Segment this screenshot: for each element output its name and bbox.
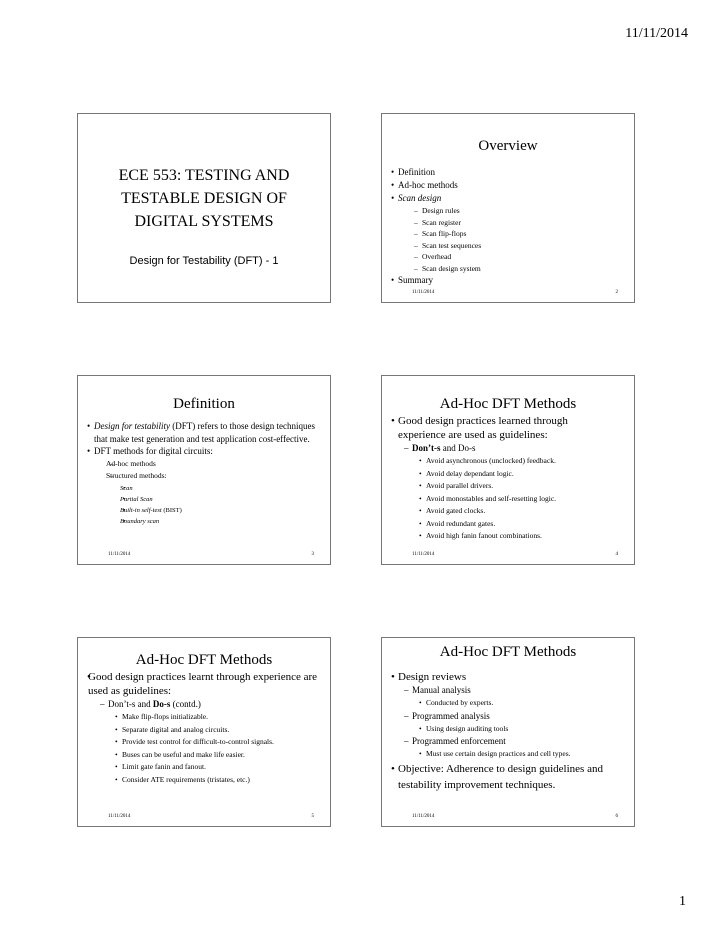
rule-item: • Consider ATE requirements (tristates, etc.) bbox=[78, 774, 330, 787]
rule-item: • Make flip-flops initializable. bbox=[78, 711, 330, 724]
slide-2 bbox=[381, 113, 635, 303]
slide-5 bbox=[77, 637, 331, 827]
rule-item: • Avoid monostables and self-resetting logic. bbox=[382, 493, 634, 506]
sub-bullet-item: – Ad-hoc methods bbox=[78, 458, 330, 471]
rule-item: • Avoid gated clocks. bbox=[382, 505, 634, 518]
bullet-item: • Summary bbox=[382, 274, 634, 287]
sub-sub-bullet-item: • Conducted by experts. bbox=[382, 697, 634, 710]
title-line: TESTABLE DESIGN OF bbox=[121, 190, 287, 207]
bullet-item: • Design reviews bbox=[382, 670, 634, 684]
sub-bullet-item: – Design rules bbox=[382, 205, 634, 217]
dos-label: Do-s bbox=[152, 699, 171, 709]
sub-bullet-item: – Overhead bbox=[382, 251, 634, 263]
slide-number: 3 bbox=[311, 552, 314, 557]
slide-number: 4 bbox=[615, 552, 618, 557]
slide-title: Definition bbox=[173, 396, 235, 412]
slide-4 bbox=[381, 375, 635, 565]
slide-footer-date: 11/11/2014 bbox=[108, 552, 131, 557]
slide-footer-date: 11/11/2014 bbox=[108, 814, 131, 819]
rule-item: • Avoid delay dependant logic. bbox=[382, 468, 634, 481]
sub-bullet-item: – Scan register bbox=[382, 217, 634, 229]
slide-body bbox=[78, 670, 330, 786]
bullet-item: • DFT methods for digital circuits: bbox=[78, 445, 330, 458]
slide-3 bbox=[77, 375, 331, 565]
slide-footer-date: 11/11/2014 bbox=[412, 552, 435, 557]
slide-1-subtitle: Design for Testability (DFT) - 1 bbox=[129, 255, 279, 267]
slide-body bbox=[382, 670, 634, 793]
slide-number: 5 bbox=[311, 814, 314, 819]
rule-item: • Limit gate fanin and fanout. bbox=[78, 761, 330, 774]
bullet-item: • Good design practices learned through experience are used as guidelines: bbox=[382, 414, 634, 442]
donts-label: Don’t-s and bbox=[108, 699, 153, 709]
bist-abbr: (BIST) bbox=[161, 506, 182, 514]
rule-item: • Buses can be useful and make life easier. bbox=[78, 749, 330, 762]
dos-label: and Do-s bbox=[440, 443, 476, 453]
rule-item: • Separate digital and analog circuits. bbox=[78, 724, 330, 737]
bullet-item: • Scan design bbox=[382, 192, 634, 205]
title-line: ECE 553: TESTING AND bbox=[118, 167, 290, 184]
slide-footer-date: 11/11/2014 bbox=[412, 814, 435, 819]
sub-bullet-item: – Manual analysis bbox=[382, 684, 634, 697]
rule-item: • Avoid high fanin fanout combinations. bbox=[382, 530, 634, 543]
slide-1 bbox=[77, 113, 331, 303]
sub-sub-bullet-item: • Using design auditing tools bbox=[382, 723, 634, 736]
rule-item: • Avoid asynchronous (unclocked) feedback. bbox=[382, 455, 634, 468]
slide-footer-date: 11/11/2014 bbox=[412, 290, 435, 295]
rule-item: • Provide test control for difficult-to-control signals. bbox=[78, 736, 330, 749]
bullet-item: • Ad-hoc methods bbox=[382, 179, 634, 192]
slide-6 bbox=[381, 637, 635, 827]
slide-title: Ad-Hoc DFT Methods bbox=[135, 652, 273, 668]
slide-number: 2 bbox=[615, 290, 618, 295]
sub-bullet-item: – Structured methods: bbox=[78, 470, 330, 483]
dft-definition: (DFT) refers to those design techniques that make test generation and test application cost-effective. bbox=[94, 421, 315, 444]
dft-term: Design for testability bbox=[94, 421, 170, 431]
sub-bullet-item bbox=[78, 698, 330, 711]
slide-title: Overview bbox=[478, 138, 538, 154]
sub-bullet-item: – Programmed analysis bbox=[382, 710, 634, 723]
rule-item: • Avoid redundant gates. bbox=[382, 518, 634, 531]
bullet-item: • Good design practices learnt through experience are used as guidelines: bbox=[78, 670, 330, 698]
bullet-item: • Objective: Adherence to design guidelines and testability improvement techniques. bbox=[382, 761, 634, 793]
sub-sub-bullet-item bbox=[78, 505, 330, 516]
sub-sub-bullet-item: • Partial Scan bbox=[78, 494, 330, 505]
slide-body bbox=[382, 166, 634, 287]
page-number: 1 bbox=[679, 894, 686, 909]
sub-sub-bullet-item: • Must use certain design practices and cell types. bbox=[382, 748, 634, 761]
sub-sub-bullet-item: • Boundary scan bbox=[78, 516, 330, 527]
page-date: 11/11/2014 bbox=[625, 26, 688, 41]
slide-title: Ad-Hoc DFT Methods bbox=[439, 644, 577, 660]
slide-1-title bbox=[78, 164, 330, 233]
sub-bullet-item bbox=[382, 442, 634, 455]
slide-body bbox=[78, 420, 330, 527]
bullet-item: • Definition bbox=[382, 166, 634, 179]
title-line: DIGITAL SYSTEMS bbox=[134, 213, 274, 230]
rule-item: • Avoid parallel drivers. bbox=[382, 480, 634, 493]
slide-title: Ad-Hoc DFT Methods bbox=[439, 396, 577, 412]
bullet-item bbox=[78, 420, 330, 445]
slide-number: 6 bbox=[615, 814, 618, 819]
donts-label: Don’t-s bbox=[412, 443, 441, 453]
slide-body bbox=[382, 414, 634, 543]
sub-bullet-item: – Scan flip-flops bbox=[382, 228, 634, 240]
sub-bullet-item: – Programmed enforcement bbox=[382, 735, 634, 748]
sub-bullet-item: – Scan design system bbox=[382, 263, 634, 275]
contd-label: (contd.) bbox=[170, 699, 201, 709]
bist-term: Built-in self-test bbox=[120, 506, 162, 514]
sub-sub-bullet-item: • Scan bbox=[78, 483, 330, 494]
sub-bullet-item: – Scan test sequences bbox=[382, 240, 634, 252]
